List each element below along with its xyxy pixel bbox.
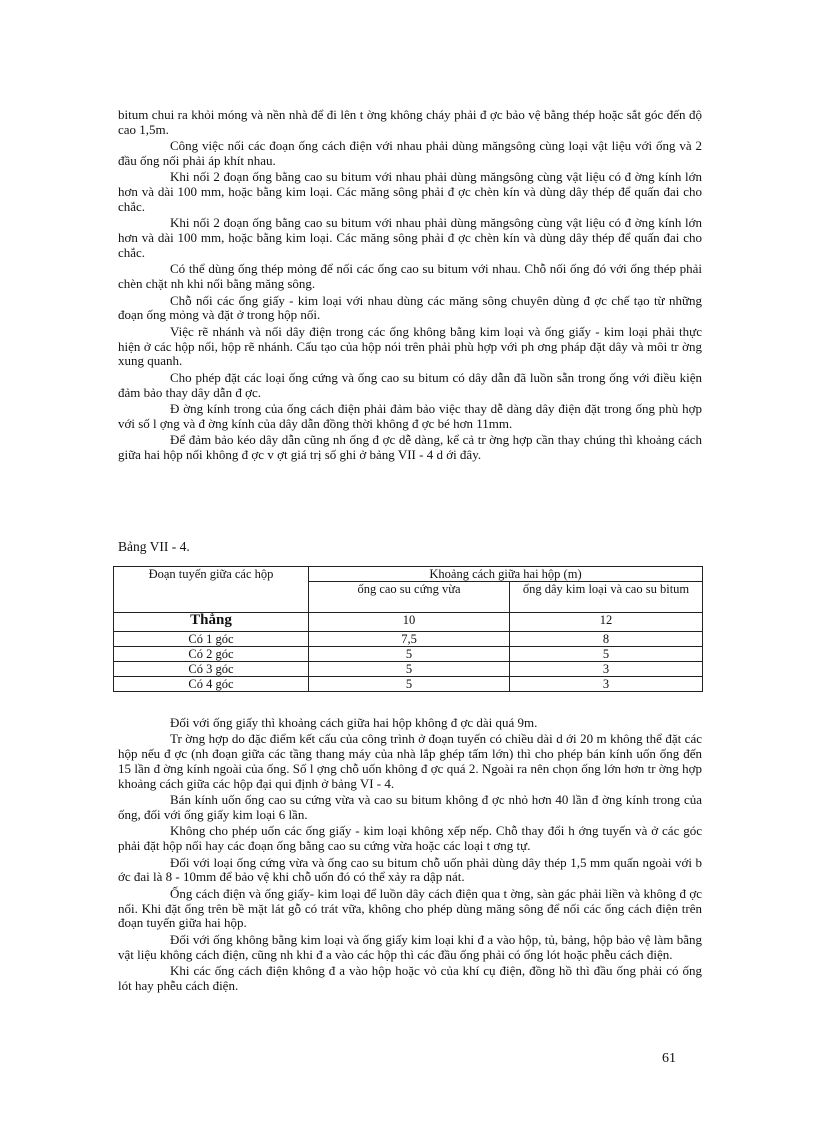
table-cell-value: 5: [309, 677, 510, 692]
paragraph: Khi các ống cách điện không đ a vào hộp hoặc vỏ của khí cụ điện, đồng hồ thì đầu ống phải có ống lót hay phễu cách điện.: [118, 962, 702, 993]
table-cell-value: 3: [510, 662, 703, 677]
table-cell-label: Có 2 góc: [114, 647, 309, 662]
paragraph: Công việc nối các đoạn ống cách điện với nhau phải dùng măngsông cùng loại vật liệu với ống và 2 đầu ống nối phải áp khít nhau.: [118, 138, 702, 168]
page-number: 61: [662, 1051, 676, 1066]
paragraph: Không cho phép uốn các ống giấy - kim loại không xếp nếp. Chỗ thay đổi h ớng tuyến và ở các góc phải đặt hộp nối hay các đoạn ống bằng cao su cứng vừa hoặc các loại t ơng tự.: [118, 823, 702, 854]
table-cell-label: Có 3 góc: [114, 662, 309, 677]
paragraph: Khi nối 2 đoạn ống bằng cao su bitum với nhau phải dùng măngsông cùng vật liệu có đ ờng kính lớn hơn và dài 100 mm, hoặc bằng kim loại. Các măng sông phải đ ợc chèn kín và dùng dây thép để quấn đai cho chắc.: [118, 215, 702, 260]
table-cell-value: 12: [510, 613, 703, 632]
paragraph: Đối với ống không bằng kim loại và ống giấy kim loại khi đ a vào hộp, tủ, bảng, hộp bảo vệ làm bằng vật liệu không cách điện, cũng nh khi đ a vào các hộp thì các đầu ống phải có ống lót hoặc phễu cách điện.: [118, 931, 702, 962]
table-row: [114, 632, 703, 647]
paragraph: Cho phép đặt các loại ống cứng và ống cao su bitum có dây dẫn đã luồn sẵn trong ống với điều kiện đảm bảo thay dây dẫn đ ợc.: [118, 369, 702, 400]
table-row: [114, 677, 703, 692]
table-cell-value: 10: [309, 613, 510, 632]
paragraph: bitum chui ra khỏi móng và nền nhà để đi lên t ờng không cháy phải đ ợc bảo vệ bằng thép hoặc sắt góc đến độ cao 1,5m.: [118, 107, 702, 137]
paragraph: Ống cách điện và ống giấy- kim loại để luồn dây cách điện qua t ờng, sàn gác phải liền và không đ ợc nối. Khi đặt ống trên bề mặt lát gỗ có trát vữa, không cho phép dùng măng sông để nối các ống cách điện trên đoạn tuyến giữa hai hộp.: [118, 885, 702, 931]
paragraph: Bán kính uốn ống cao su cứng vừa và cao su bitum không đ ợc nhỏ hơn 40 lần đ ờng kính trong của ống, đối với ống giấy kim loại 6 lần.: [118, 792, 702, 822]
table-caption: Bảng VII - 4.: [118, 539, 190, 554]
paragraph: Việc rẽ nhánh và nối dây điện trong các ống không bằng kim loại và ống giấy - kim loại phải thực hiện ở các hộp nối, hộp rẽ nhánh. Cấu tạo của hộp nói trên phải phù hợp với ph ơng pháp đặt dây và môi tr ờng xung quanh.: [118, 323, 702, 369]
table-cell-label: Có 4 góc: [114, 677, 309, 692]
table-cell-value: 5: [510, 647, 703, 662]
table-cell-value: 5: [309, 647, 510, 662]
table-cell-value: 8: [510, 632, 703, 647]
table-subheader-metal-pipe: ống dây kim loại và cao su bitum: [510, 582, 703, 613]
body-text-bottom: [118, 716, 702, 995]
paragraph: Khi nối 2 đoạn ống bằng cao su bitum với nhau phải dùng măngsông cùng vật liệu có đ ờng kính lớn hơn và dài 100 mm, hoặc bằng kim loại. Các măng sông phải đ ợc chèn kín và dùng dây thép để quấn đai cho chắc.: [118, 169, 702, 214]
table-row: [114, 662, 703, 677]
paragraph: Có thể dùng ống thép mỏng để nối các ống cao su bitum với nhau. Chỗ nối ống đó với ống thép phải chèn chặt nh khi nối bằng măng sông.: [118, 261, 702, 292]
table-cell-value: 7,5: [309, 632, 510, 647]
distance-table: [113, 566, 703, 692]
paragraph: Đối với loại ống cứng vừa và ống cao su bitum chỗ uốn phải dùng dây thép 1,5 mm quấn ngoài với b ớc đai là 8 - 10mm để bảo vệ khi chỗ uốn đó có thể xảy ra dập nát.: [118, 854, 702, 885]
table-subheader-rubber-pipe: ống cao su cứng vừa: [309, 582, 510, 613]
table-header-segment: Đoạn tuyến giữa các hộp: [114, 567, 309, 613]
body-text-top: [118, 108, 702, 464]
paragraph: Chỗ nối các ống giấy - kim loại với nhau dùng các măng sông chuyên dùng đ ợc chế tạo từ những đoạn ống mỏng và đặt ở trong hộp nối.: [118, 292, 702, 323]
paragraph: Tr ờng hợp do đặc điểm kết cấu của công trình ở đoạn tuyến có chiều dài d ới 20 m không thể đặt các hộp nếu đ ợc (nh đoạn giữa các tầng thang máy của nhà lắp ghép tấm lớn) thì cho phép bán kính uốn ống đến 15 lần đ ờng kính ngoài của ống. Số l ợng chỗ uốn không đ ợc quá 2. Ngoài ra nên chọn ống lớn hơn tr ờng hợp khoảng cách giữa các hộp đại qui định ở bảng VI - 4.: [118, 731, 702, 791]
table-cell-label: Thẳng: [114, 613, 309, 632]
table-header-distance: Khoảng cách giữa hai hộp (m): [309, 567, 703, 582]
table-row: [114, 613, 703, 632]
paragraph: Đối với ống giấy thì khoảng cách giữa hai hộp không đ ợc dài quá 9m.: [170, 715, 538, 730]
paragraph: Đ ờng kính trong của ống cách điện phải đảm bảo việc thay dễ dàng dây điện đặt trong ống phù hợp với số l ợng và đ ờng kính của dây dẫn đồng thời không đ ợc bé hơn 11mm.: [118, 400, 702, 431]
table-cell-value: 3: [510, 677, 703, 692]
table-cell-value: 5: [309, 662, 510, 677]
table-cell-label: Có 1 góc: [114, 632, 309, 647]
table-row: [114, 647, 703, 662]
paragraph: Để đảm bảo kéo dây dẫn cũng nh ống đ ợc dễ dàng, kể cả tr ờng hợp cần thay chúng thì khoảng cách giữa hai hộp nối không đ ợc v ợt giá trị số ghi ở bảng VII - 4 d ới đây.: [118, 432, 702, 462]
